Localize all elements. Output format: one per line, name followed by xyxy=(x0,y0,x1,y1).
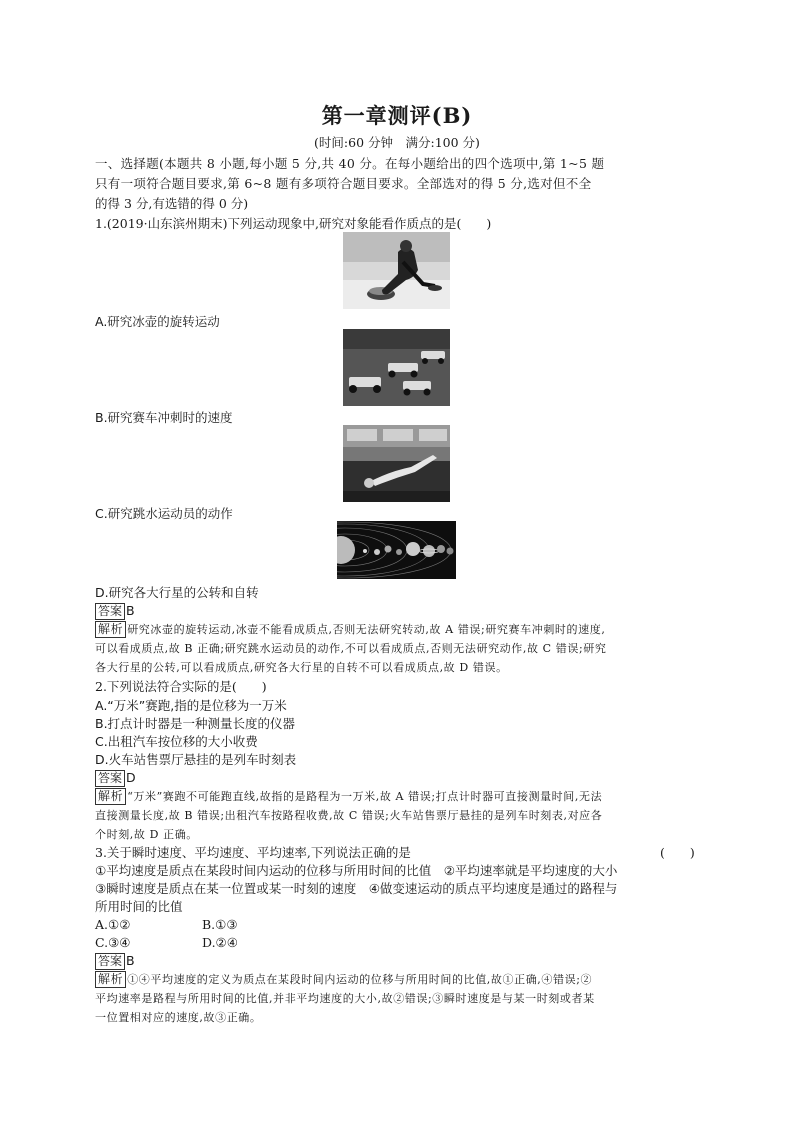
q2-analysis-text1: “万米”赛跑不可能跑直线,故指的是路程为一万米,故 A 错误;打点计时器可直接测量时间,无法 xyxy=(127,790,603,803)
q1-answer-value: B xyxy=(126,603,135,618)
analysis-tag: 解析 xyxy=(95,971,126,988)
q2-option-a: A.“万米”赛跑,指的是位移为一万米 xyxy=(95,698,287,713)
q2-analysis-line1 xyxy=(95,787,695,806)
analysis-tag: 解析 xyxy=(95,621,126,638)
racing-image xyxy=(343,329,450,406)
section-heading-line2: 只有一项符合题目要求,第 6~8 题有多项符合题目要求。全部选对的得 5 分,选对但不全 xyxy=(95,176,592,191)
curling-image xyxy=(343,232,450,309)
q2-option-d: D.火车站售票厅悬挂的是列车时刻表 xyxy=(95,752,297,767)
q1-analysis-line2: 可以看成质点,故 B 正确;研究跳水运动员的动作,不可以看成质点,否则无法研究动作,故 C 错误;研究 xyxy=(95,642,607,655)
q3-stem: 3.关于瞬时速度、平均速度、平均速率,下列说法正确的是 xyxy=(95,845,411,860)
diving-image xyxy=(343,425,450,502)
analysis-tag: 解析 xyxy=(95,788,126,805)
q3-statement-line2: ③瞬时速度是质点在某一位置或某一时刻的速度 ④做变速运动的质点平均速度是通过的路程与 xyxy=(95,881,618,896)
solar-system-image xyxy=(337,521,456,579)
q3-analysis-line1 xyxy=(95,970,695,989)
q3-analysis-text1: ①④平均速度的定义为质点在某段时间内运动的位移与所用时间的比值,故①正确,④错误;② xyxy=(127,973,593,986)
q1-analysis-line1 xyxy=(95,620,695,639)
q1-stem: 1.(2019·山东滨州期末)下列运动现象中,研究对象能看作质点的是( ) xyxy=(95,216,492,231)
q3-bracket: ( ) xyxy=(660,845,695,860)
q3-analysis-line3: 一位置相对应的速度,故③正确。 xyxy=(95,1011,262,1024)
q2-stem: 2.下列说法符合实际的是( ) xyxy=(95,679,267,694)
q2-option-c: C.出租汽车按位移的大小收费 xyxy=(95,734,258,749)
q1-option-a: A.研究冰壶的旋转运动 xyxy=(95,314,220,329)
q3-options-row2 xyxy=(95,933,695,953)
answer-tag: 答案 xyxy=(95,603,125,620)
page-title: 第一章测评(B) xyxy=(321,103,473,128)
q3-analysis-line2: 平均速率是路程与所用时间的比值,并非平均速度的大小,故②错误;③瞬时速度是与某一时刻或者某 xyxy=(95,992,595,1005)
q1-option-d: D.研究各大行星的公转和自转 xyxy=(95,585,259,600)
q3-option-d: D.②④ xyxy=(202,935,238,950)
q1-answer xyxy=(95,601,695,621)
page-subtitle: (时间:60 分钟 满分:100 分) xyxy=(314,135,480,150)
q3-option-c: C.③④ xyxy=(95,935,131,950)
q1-option-c: C.研究跳水运动员的动作 xyxy=(95,506,233,521)
q3-answer xyxy=(95,951,695,971)
q3-option-b: B.①③ xyxy=(202,917,238,932)
q2-answer xyxy=(95,768,695,788)
q2-analysis-line2: 直接测量长度,故 B 错误;出租汽车按路程收费,故 C 错误;火车站售票厅悬挂的是列车时刻表,对应各 xyxy=(95,809,603,822)
answer-tag: 答案 xyxy=(95,770,125,787)
q2-answer-value: D xyxy=(126,770,136,785)
answer-tag: 答案 xyxy=(95,953,125,970)
q1-option-b: B.研究赛车冲刺时的速度 xyxy=(95,410,233,425)
q3-option-a: A.①② xyxy=(95,917,131,932)
q3-statement-line1: ①平均速度是质点在某段时间内运动的位移与所用时间的比值 ②平均速率就是平均速度的大小 xyxy=(95,863,618,878)
q2-option-b: B.打点计时器是一种测量长度的仪器 xyxy=(95,716,296,731)
q3-statement-line3: 所用时间的比值 xyxy=(95,899,183,914)
q2-analysis-line3: 个时刻,故 D 正确。 xyxy=(95,828,198,841)
q1-analysis-line3: 各大行星的公转,可以看成质点,研究各大行星的自转不可以看成质点,故 D 错误。 xyxy=(95,661,508,674)
section-heading-line1: 一、选择题(本题共 8 小题,每小题 5 分,共 40 分。在每小题给出的四个选项中,第 1~5 题 xyxy=(95,156,605,171)
q3-answer-value: B xyxy=(126,953,135,968)
section-heading-line3: 的得 3 分,有选错的得 0 分) xyxy=(95,196,249,211)
q1-analysis-text1: 研究冰壶的旋转运动,冰壶不能看成质点,否则无法研究转动,故 A 错误;研究赛车冲刺时的速度, xyxy=(127,623,606,636)
q3-options-row1 xyxy=(95,915,695,935)
